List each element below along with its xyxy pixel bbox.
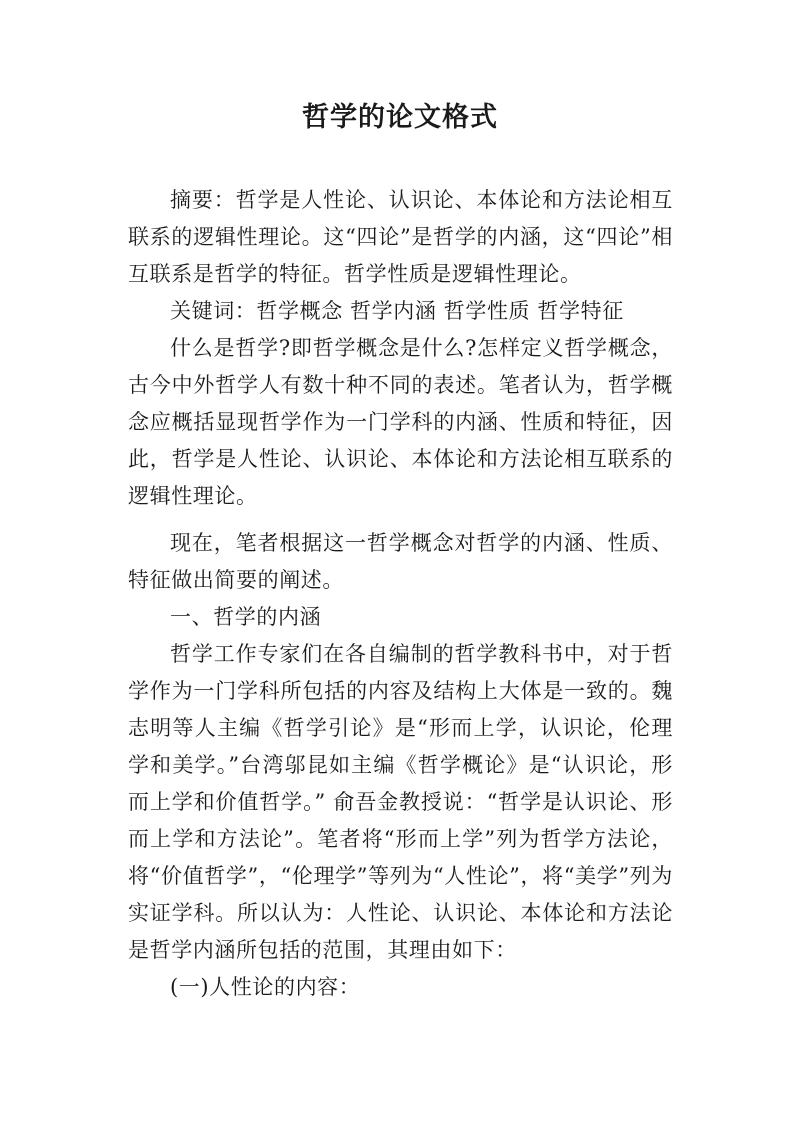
section-heading-1: 一、哲学的内涵 [170,605,322,629]
section-1-paragraph: 哲学工作专家们在各自编制的哲学教科书中，对于哲学作为一门学科所包括的内容及结构上大体是一致的。魏志明等人主编《哲学引论》是“形而上学，认识论，伦理学和美学。”台湾邬昆如主编《哲学概论》是“认识论，形而上学和价值哲学。” 俞吾金教授说：“哲学是认识论、形而上学和方法论”。笔者将“形而上学”列为哲学方法论，将“价值哲学”，“伦理学”等列为“人性论”，将“美学”列为实证学科。所以认为：人性论、认识论、本体论和方法论是哲学内涵所包括的范围，其理由如下： [128,642,673,962]
keywords-paragraph: 关键词：哲学概念 哲学内涵 哲学性质 哲学特征 [170,299,624,323]
document-body [128,182,673,1006]
intro-paragraph: 什么是哲学?即哲学概念是什么?怎样定义哲学概念，古今中外哲学人有数十种不同的表述。笔者认为，哲学概念应概括显现哲学作为一门学科的内涵、性质和特征，因此，哲学是人性论、认识论、本体论和方法论相互联系的逻辑性理论。 [128,336,673,508]
subsection-heading-1: (一)人性论的内容： [170,975,361,999]
intro-summary-paragraph: 现在，笔者根据这一哲学概念对哲学的内涵、性质、特征做出简要的阐述。 [128,531,673,592]
document-title: 哲学的论文格式 [302,102,498,133]
abstract-paragraph: 摘要：哲学是人性论、认识论、本体论和方法论相互联系的逻辑性理论。这“四论”是哲学的内涵，这“四论”相互联系是哲学的特征。哲学性质是逻辑性理论。 [128,188,673,286]
